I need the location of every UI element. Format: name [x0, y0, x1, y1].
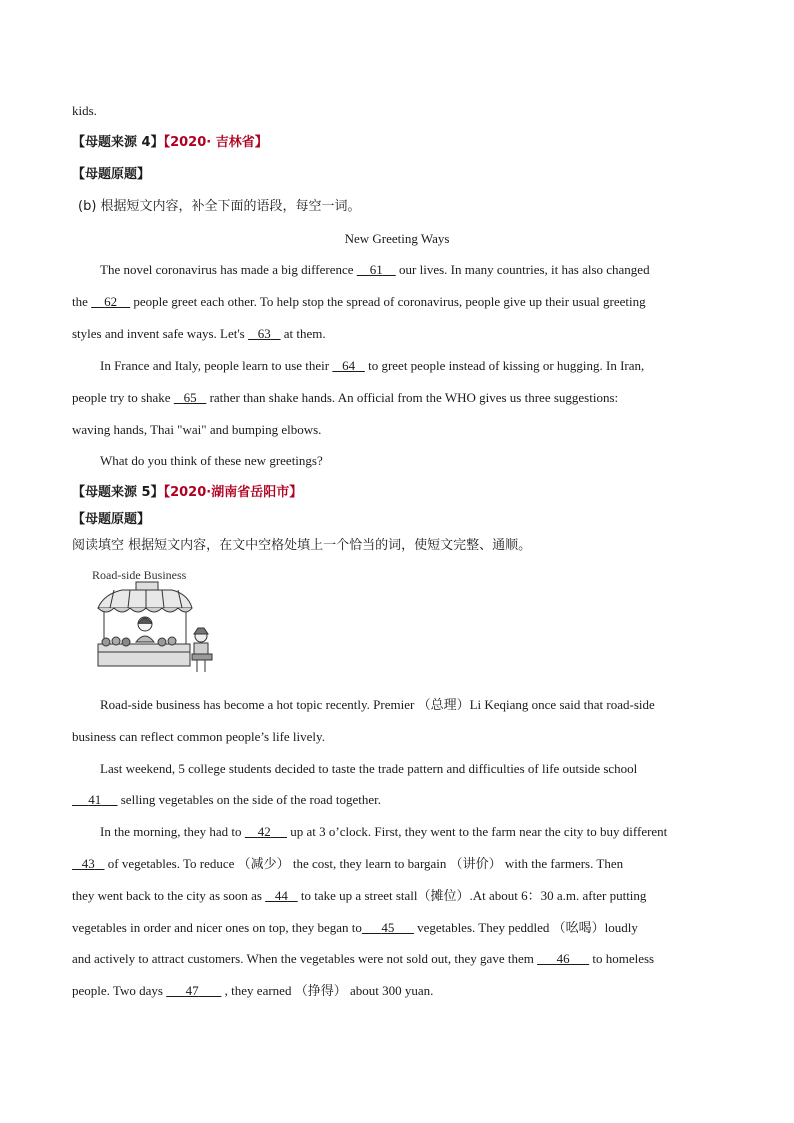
blank-47[interactable]: 47: [185, 983, 199, 998]
text-line: kids.: [72, 103, 97, 118]
original-label-4: 【母题原题】: [72, 167, 151, 182]
text-line: waving hands, Thai "wai" and bumping elbows.: [72, 422, 322, 437]
blank-61[interactable]: 61: [369, 262, 383, 277]
text-line: 43 of vegetables. To reduce （减少） the cost, they learn to bargain （讲价） with the farmers. Then: [72, 855, 623, 873]
instruction-4: (b) 根据短文内容，补全下面的语段，每空一词。: [78, 199, 361, 214]
text-line: and actively to attract customers. When the vegetables were not sold out, they gave them 46 to homeless: [72, 951, 655, 966]
text-line: people try to shake 65 rather than shake hands. An official from the WHO gives us three suggestions:: [72, 390, 619, 405]
blank-63[interactable]: 63: [257, 326, 271, 341]
text-line: business can reflect common people’s life lively.: [72, 729, 325, 744]
road-side-business-picture: [92, 568, 220, 678]
stall-illustration: [92, 568, 220, 678]
passage-title: New Greeting Ways: [344, 231, 450, 246]
blank-44[interactable]: 44: [274, 888, 288, 903]
original-label-5: 【母题原题】: [72, 512, 151, 527]
text-line: the 62 people greet each other. To help stop the spread of coronavirus, people give up their usual greeting: [72, 294, 646, 309]
text-line: In the morning, they had to 42 up at 3 o’clock. First, they went to the farm near the city to buy different: [100, 824, 668, 839]
blank-45[interactable]: 45: [381, 920, 395, 935]
source-label-5: 【母题来源 5】【2020·湖南省岳阳市】: [72, 485, 303, 500]
text-line: 41 selling vegetables on the side of the road together.: [72, 791, 381, 809]
text-line: Last weekend, 5 college students decided to taste the trade pattern and difficulties of life outside school: [100, 761, 638, 776]
blank-65[interactable]: 65: [183, 390, 197, 405]
blank-64[interactable]: 64: [342, 358, 356, 373]
text-line: In France and Italy, people learn to use their 64 to greet people instead of kissing or hugging. In Iran,: [100, 358, 645, 373]
text-line: vegetables in order and nicer ones on top, they began to 45 vegetables. They peddled （吆喝）loudly: [72, 920, 638, 935]
instruction-5: 阅读填空 根据短文内容，在文中空格处填上一个恰当的词，使短文完整、通顺。: [72, 538, 532, 553]
text-line: What do you think of these new greetings?: [100, 453, 323, 468]
blank-46[interactable]: 46: [556, 951, 570, 966]
text-line: Road-side business has become a hot topic recently. Premier （总理）Li Keqiang once said that road-side: [100, 697, 655, 712]
blank-42[interactable]: 42: [257, 824, 271, 839]
blank-62[interactable]: 62: [104, 294, 118, 309]
blank-41[interactable]: 41: [88, 792, 102, 807]
blank-43[interactable]: 43: [81, 856, 95, 871]
picture-caption: Road-side Business: [92, 568, 187, 582]
text-line: styles and invent safe ways. Let's 63 at them.: [72, 326, 326, 341]
text-line: they went back to the city as soon as 44 to take up a street stall（摊位）.At about 6：30 a.m. after putting: [72, 888, 647, 903]
text-line: people. Two days 47 , they earned （挣得） about 300 yuan.: [72, 983, 434, 998]
source-label-4: 【母题来源 4】【2020· 吉林省】: [72, 135, 268, 150]
text-line: The novel coronavirus has made a big difference 61 our lives. In many countries, it has also changed: [100, 262, 650, 277]
